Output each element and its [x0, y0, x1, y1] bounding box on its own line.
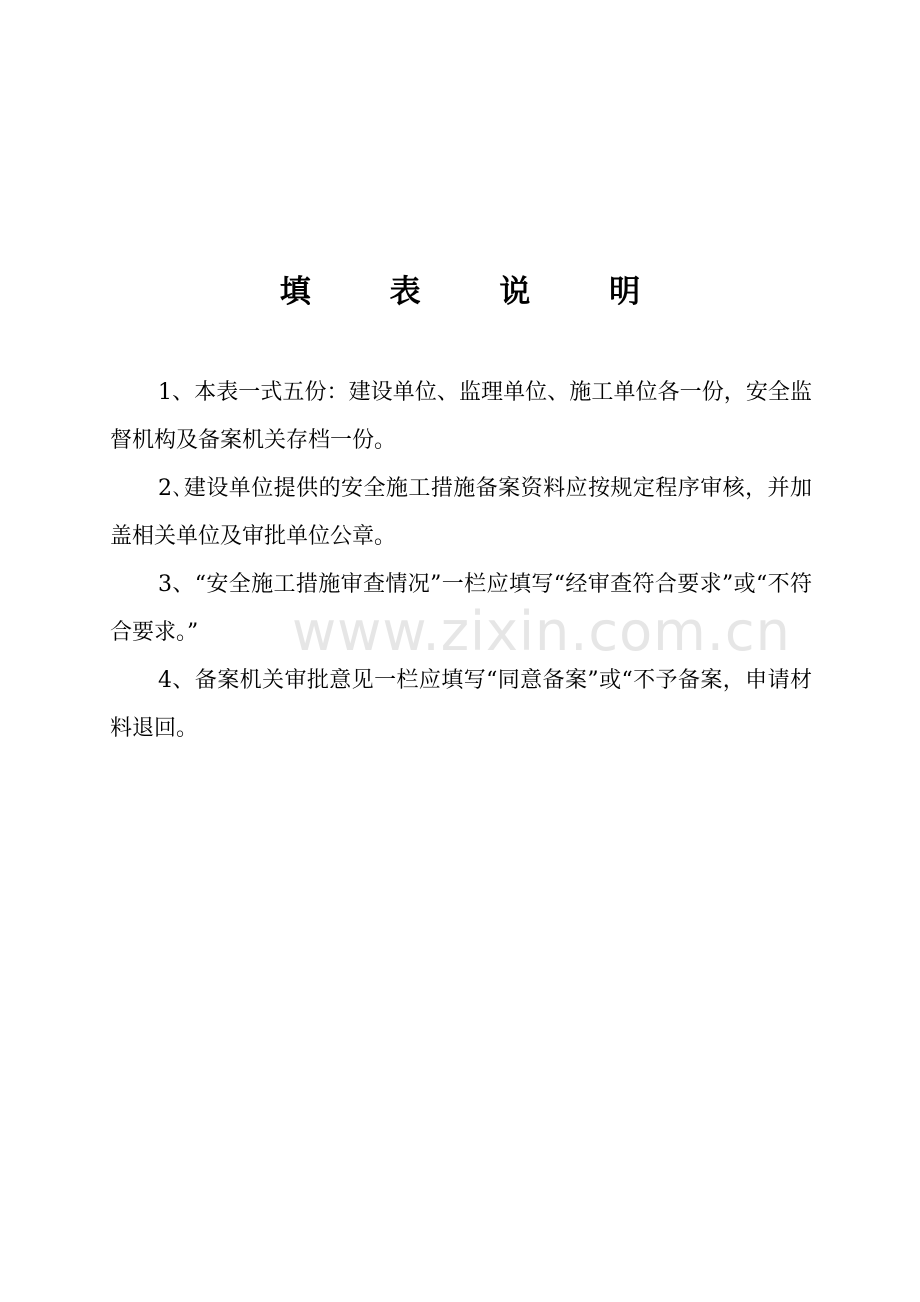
- watermark: www.zixin.com.cn: [292, 600, 791, 663]
- instruction-paragraph-1: 1、本表一式五份：建设单位、监理单位、施工单位各一份，安全监督机构及备案机关存档一份。: [110, 380, 812, 453]
- instruction-paragraph-3: 3、“安全施工措施审查情况”一栏应填写“经审查符合要求”或“不符合要求。”: [110, 572, 813, 645]
- instructions-body: [110, 369, 812, 753]
- instruction-paragraph-2: 2､建设单位提供的安全施工措施备案资料应按规定程序审核，并加盖相关单位及审批单位公章。: [110, 476, 812, 549]
- page-title: 填 表 说 明: [279, 274, 675, 310]
- instruction-paragraph-4: 4、备案机关审批意见一栏应填写“同意备案”或“不予备案，申请材料退回。: [110, 668, 812, 741]
